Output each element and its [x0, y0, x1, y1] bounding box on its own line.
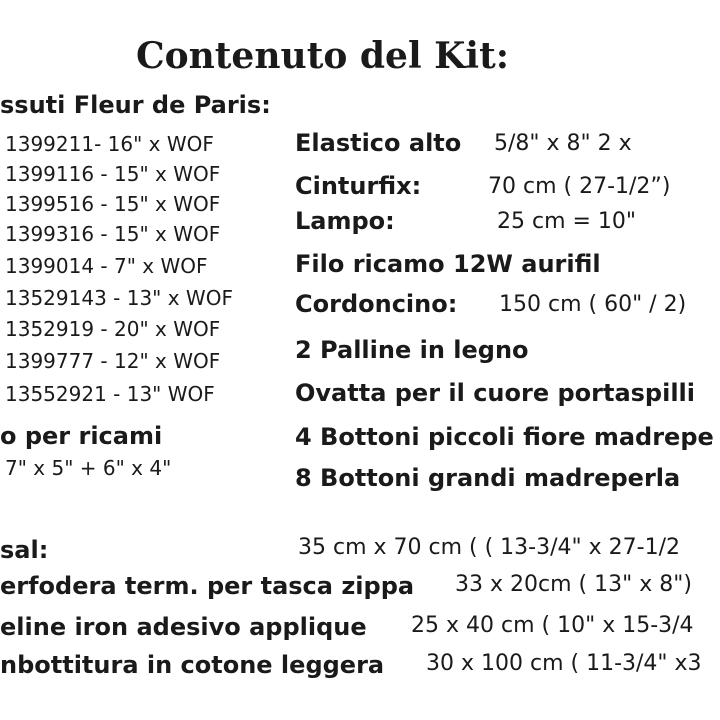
fabric-item: 13529143 - 13" x WOF — [5, 286, 233, 310]
elastic-label: Elastico alto — [295, 129, 462, 157]
fabric-item: 1399316 - 15" x WOF — [5, 222, 221, 246]
fabric-item: 1399777 - 12" x WOF — [5, 349, 221, 373]
fabric-item: 1352919 - 20" x WOF — [5, 317, 221, 341]
batting-value: 30 x 100 cm ( 11-3/4" x3 — [426, 651, 702, 676]
cinturfix-value: 70 cm ( 27-1/2”) — [488, 174, 671, 199]
embroidery-size: 7" x 5" + 6" x 4" — [5, 456, 172, 480]
fabric-item: 1399116 - 15" x WOF — [5, 162, 221, 186]
interfacing-value: 33 x 20cm ( 13" x 8") — [455, 572, 692, 597]
small-buttons-label: 4 Bottoni piccoli fiore madrepe — [295, 423, 714, 451]
vlieseline-value: 25 x 40 cm ( 10" x 15-3/4 — [411, 613, 694, 638]
batting-label: nbottitura in cotone leggera — [0, 651, 385, 679]
sal-value: 35 cm x 70 cm ( ( 13-3/4" x 27-1/2 — [298, 535, 680, 560]
page-title: Contenuto del Kit: — [135, 35, 510, 77]
sal-label: sal: — [0, 536, 49, 564]
embroidery-heading: o per ricami — [0, 422, 163, 450]
fabric-item: 1399014 - 7" x WOF — [5, 254, 208, 278]
cinturfix-label: Cinturfix: — [295, 172, 422, 200]
zipper-label: Lampo: — [295, 207, 395, 235]
vlieseline-label: eline iron adesivo applique — [0, 613, 367, 641]
wooden-beads-label: 2 Palline in legno — [295, 336, 529, 364]
thread-label: Filo ricamo 12W aurifil — [295, 250, 601, 278]
fabric-item: 1399516 - 15" x WOF — [5, 192, 221, 216]
elastic-value: 5/8" x 8" 2 x — [494, 131, 632, 156]
fabric-item: 13552921 - 13" WOF — [5, 382, 215, 406]
cord-value: 150 cm ( 60" / 2) — [499, 292, 687, 317]
interfacing-label: erfodera term. per tasca zippa — [0, 572, 415, 600]
large-buttons-label: 8 Bottoni grandi madreperla — [295, 464, 681, 492]
fabric-item: 1399211- 16" x WOF — [5, 132, 214, 156]
zipper-value: 25 cm = 10" — [497, 209, 637, 234]
cord-label: Cordoncino: — [295, 290, 458, 318]
wadding-label: Ovatta per il cuore portaspilli — [295, 379, 696, 407]
fabrics-heading: ssuti Fleur de Paris: — [0, 91, 271, 119]
